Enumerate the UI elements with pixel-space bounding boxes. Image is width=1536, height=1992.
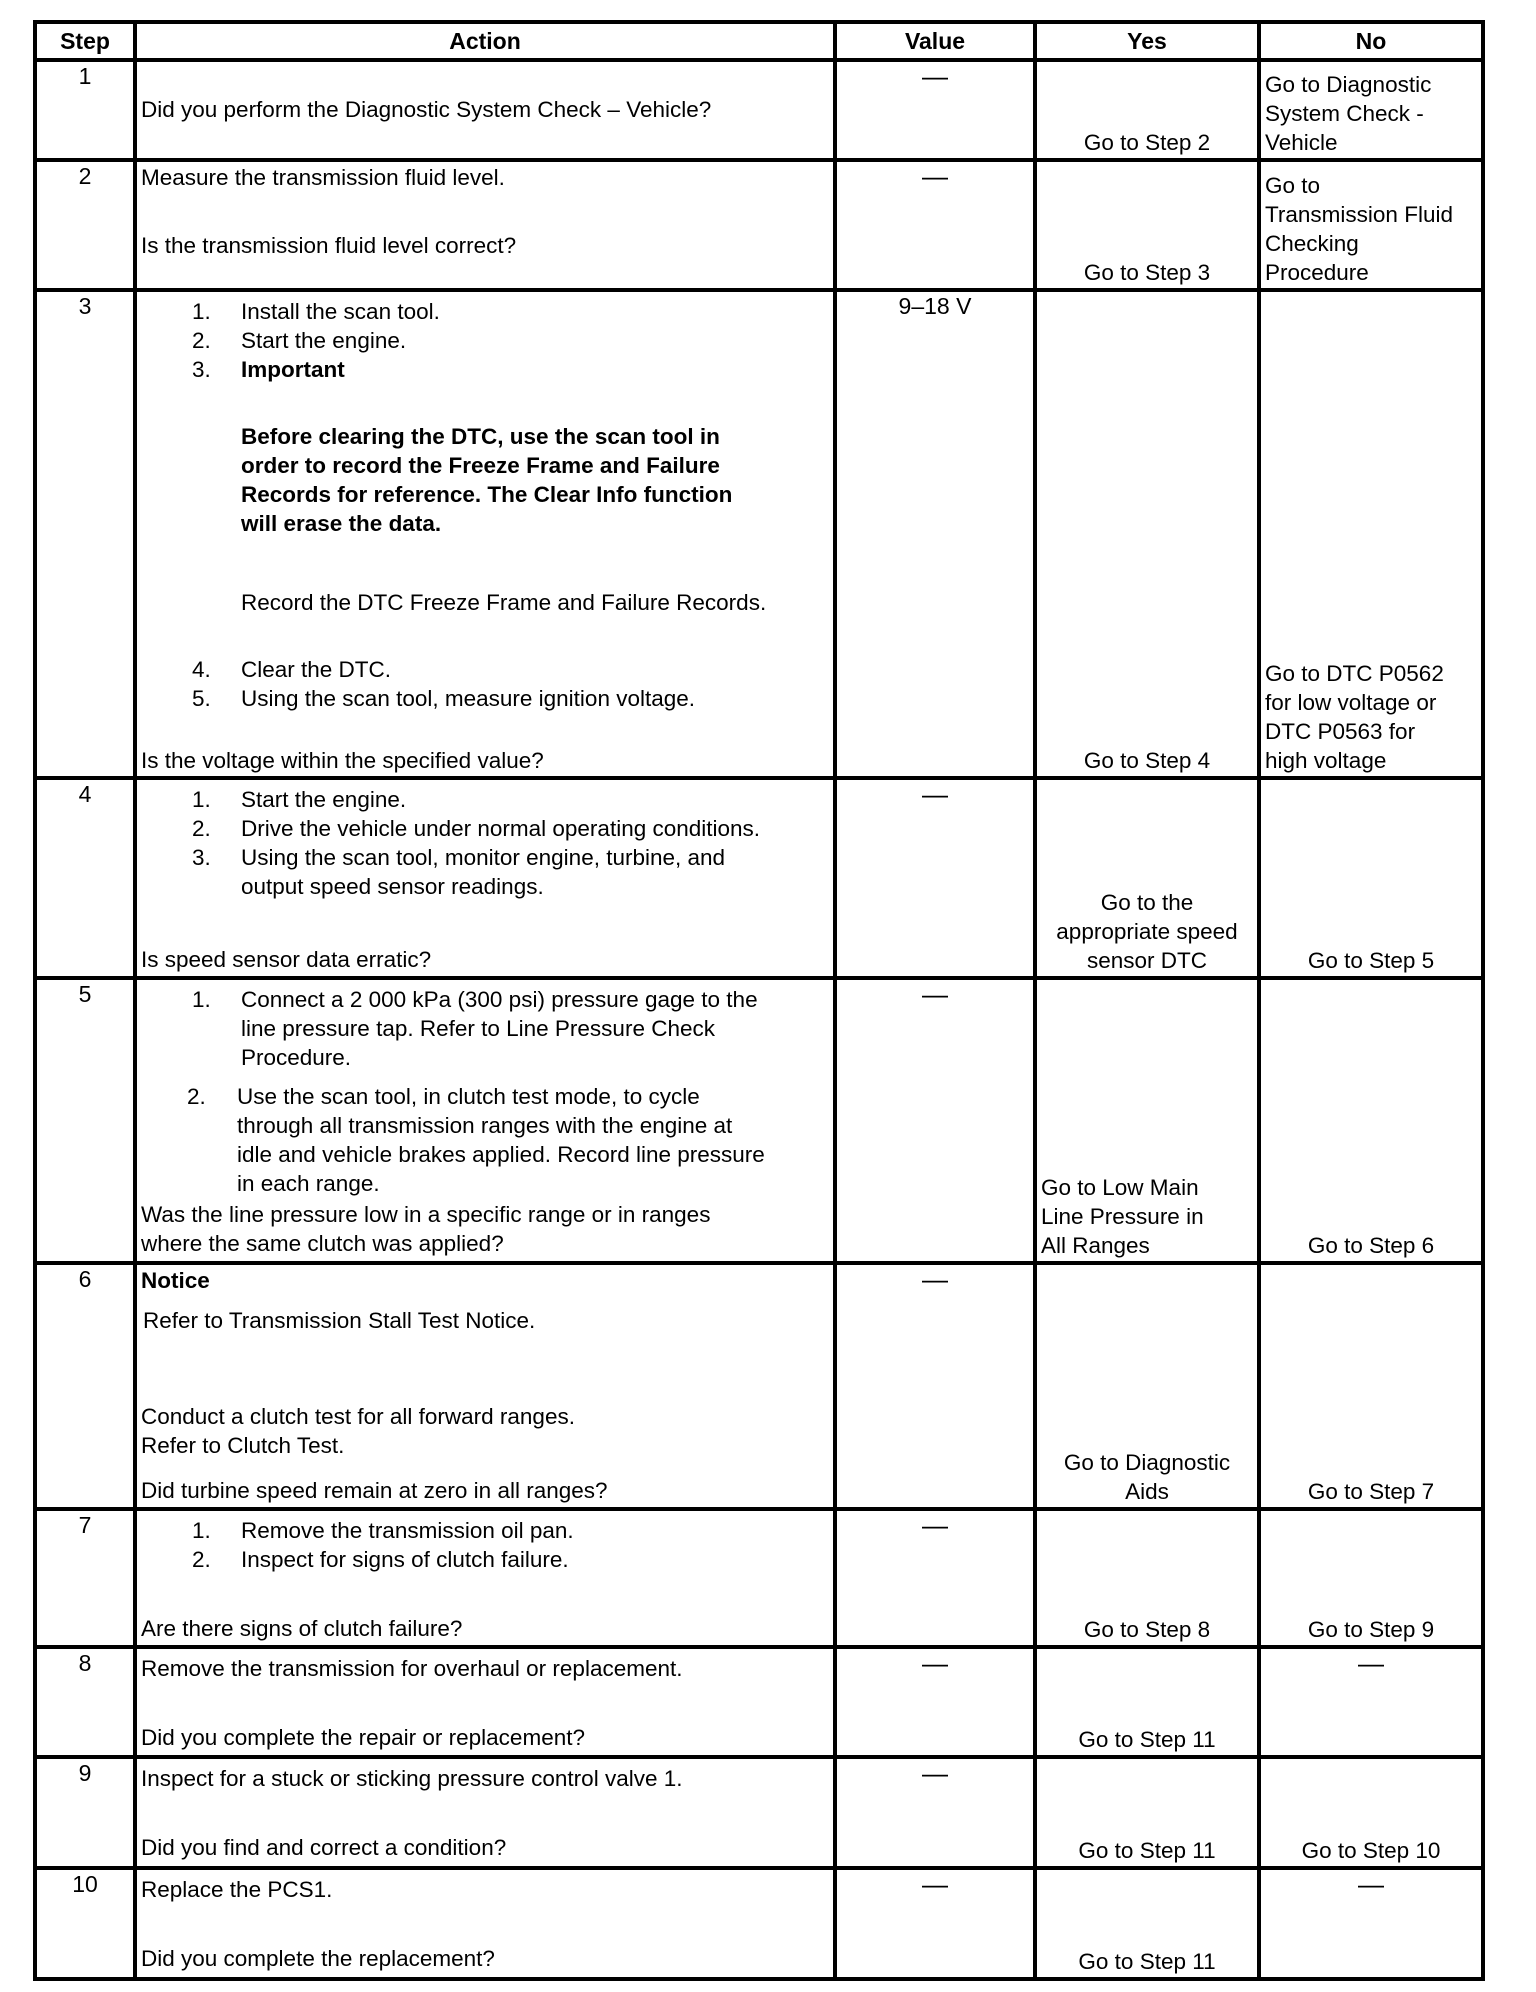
item-number: 2. (192, 328, 211, 353)
question-line: where the same clutch was applied? (141, 1231, 504, 1256)
item-line: line pressure tap. Refer to Line Pressure Check (241, 1016, 715, 1041)
value-text: — (922, 1869, 948, 1899)
header-row (35, 22, 1483, 60)
step-cell (35, 1509, 135, 1647)
action-cell (135, 778, 835, 978)
step-cell (35, 160, 135, 290)
item-text: Remove the transmission oil pan. (241, 1518, 574, 1543)
no-line: Vehicle (1265, 130, 1338, 155)
step-number: 6 (78, 1266, 92, 1292)
action-line: Refer to Clutch Test. (141, 1433, 345, 1458)
yes-link[interactable] (1041, 1173, 1253, 1260)
action-question: Did you complete the repair or replacement? (141, 1725, 585, 1750)
item-text: Using the scan tool, measure ignition voltage. (241, 686, 696, 711)
value-text: — (922, 979, 948, 1009)
value-cell (835, 290, 1035, 778)
value-text: — (922, 1758, 948, 1788)
step-cell (35, 978, 135, 1263)
action-question: Did you perform the Diagnostic System Check – Vehicle? (141, 97, 712, 122)
no-line: high voltage (1265, 748, 1387, 773)
step-cell (35, 778, 135, 978)
no-line: Go to DTC P0562 (1265, 661, 1444, 686)
important-text (241, 422, 732, 538)
action-cell (135, 1868, 835, 1979)
step-number: 8 (78, 1650, 92, 1676)
table-row (35, 778, 1483, 978)
action-cell (135, 1509, 835, 1647)
item-line: idle and vehicle brakes applied. Record line pressure (237, 1142, 765, 1167)
step-cell (35, 1647, 135, 1757)
yes-line: All Ranges (1041, 1233, 1150, 1258)
value-text: — (922, 1264, 948, 1294)
table-row (35, 60, 1483, 160)
table-row (35, 1868, 1483, 1979)
value-cell (835, 1509, 1035, 1647)
header-no: No (1259, 22, 1483, 60)
value-cell (835, 160, 1035, 290)
no-link[interactable]: Go to Step 7 (1307, 1479, 1435, 1504)
value-text: — (922, 61, 948, 91)
step-number: 7 (78, 1512, 92, 1538)
yes-line: appropriate speed (1056, 919, 1238, 944)
yes-line: Go to Diagnostic (1063, 1450, 1231, 1475)
item-number: 2. (187, 1084, 206, 1109)
yes-line: Aids (1125, 1479, 1169, 1504)
action-cell (135, 1263, 835, 1509)
step-number: 9 (78, 1760, 92, 1786)
no-cell (1259, 160, 1483, 290)
value-cell (835, 1757, 1035, 1868)
no-line: Procedure (1265, 260, 1369, 285)
item-text: Clear the DTC. (241, 657, 392, 682)
value-cell (835, 778, 1035, 978)
item-number: 4. (192, 657, 211, 682)
step-number: 3 (78, 293, 92, 319)
value-cell (835, 60, 1035, 160)
no-link[interactable]: Go to Step 9 (1307, 1617, 1435, 1642)
no-cell (1259, 60, 1483, 160)
item-text (241, 985, 758, 1072)
no-link[interactable]: Go to Step 6 (1307, 1233, 1435, 1258)
step-cell (35, 1263, 135, 1509)
no-link[interactable]: Go to Step 10 (1301, 1838, 1441, 1863)
no-line: for low voltage or (1265, 690, 1437, 715)
important-line: will erase the data. (241, 511, 442, 536)
no-cell (1259, 778, 1483, 978)
important-line: Before clearing the DTC, use the scan tool in (241, 424, 720, 449)
yes-cell (1035, 1509, 1259, 1647)
yes-cell (1035, 1647, 1259, 1757)
yes-link[interactable]: Go to Step 11 (1078, 1727, 1216, 1752)
no-cell (1259, 1509, 1483, 1647)
item-number: 1. (192, 299, 211, 324)
yes-cell (1035, 1263, 1259, 1509)
table-row (35, 290, 1483, 778)
yes-link[interactable]: Go to Step 2 (1083, 130, 1211, 155)
table-row (35, 1647, 1483, 1757)
yes-link[interactable]: Go to Step 11 (1078, 1949, 1216, 1974)
item-number: 2. (192, 1547, 211, 1572)
item-text: Install the scan tool. (241, 299, 440, 324)
no-line: DTC P0563 for (1265, 719, 1416, 744)
item-line: through all transmission ranges with the engine at (237, 1113, 733, 1138)
yes-line: Go to the (1100, 890, 1194, 915)
yes-line: Go to Low Main (1041, 1175, 1199, 1200)
item-number: 1. (192, 787, 211, 812)
value-text: — (922, 161, 948, 191)
table-row (35, 160, 1483, 290)
item-line: Use the scan tool, in clutch test mode, to cycle (237, 1084, 700, 1109)
header-yes: Yes (1035, 22, 1259, 60)
step-cell (35, 1757, 135, 1868)
no-link[interactable] (1265, 171, 1477, 287)
step-number: 5 (78, 981, 92, 1007)
no-link[interactable] (1265, 659, 1477, 775)
item-text (237, 1082, 765, 1198)
yes-cell (1035, 290, 1259, 778)
item-number: 1. (192, 987, 211, 1012)
item-text: Start the engine. (241, 787, 407, 812)
important-line: order to record the Freeze Frame and Failure (241, 453, 720, 478)
value-cell (835, 1868, 1035, 1979)
action-cell (135, 1647, 835, 1757)
item-text: Inspect for signs of clutch failure. (241, 1547, 569, 1572)
step-number: 2 (78, 163, 92, 189)
value-text: — (922, 1510, 948, 1540)
yes-link[interactable]: Go to Step 8 (1083, 1617, 1211, 1642)
yes-link[interactable] (1041, 1448, 1253, 1506)
no-value: — (1358, 1869, 1384, 1899)
item-line: in each range. (237, 1171, 380, 1196)
value-cell (835, 978, 1035, 1263)
item-text: Start the engine. (241, 328, 407, 353)
action-text (141, 1402, 575, 1460)
action-question: Are there signs of clutch failure? (141, 1616, 463, 1641)
table-row (35, 1757, 1483, 1868)
important-line: Records for reference. The Clear Info function (241, 482, 733, 507)
item-number: 3. (192, 357, 211, 382)
notice-text: Refer to Transmission Stall Test Notice. (143, 1308, 536, 1333)
diagnostic-table (33, 20, 1485, 1981)
yes-cell (1035, 60, 1259, 160)
action-cell (135, 60, 835, 160)
step-number: 4 (78, 781, 92, 807)
no-link[interactable]: Go to Step 5 (1307, 948, 1435, 973)
item-number: 5. (192, 686, 211, 711)
record-text: Record the DTC Freeze Frame and Failure Records. (241, 590, 767, 615)
no-cell (1259, 978, 1483, 1263)
action-question: Is the voltage within the specified value? (141, 748, 544, 773)
no-value: — (1358, 1648, 1384, 1678)
yes-cell (1035, 160, 1259, 290)
yes-link[interactable]: Go to Step 3 (1083, 260, 1211, 285)
action-question: Is the transmission fluid level correct? (141, 233, 517, 258)
yes-line: sensor DTC (1086, 948, 1208, 973)
step-cell (35, 60, 135, 160)
action-question: Did you find and correct a condition? (141, 1835, 507, 1860)
action-cell (135, 978, 835, 1263)
action-text: Inspect for a stuck or sticking pressure control valve 1. (141, 1766, 683, 1791)
no-line: System Check - (1265, 101, 1424, 126)
action-question: Did turbine speed remain at zero in all ranges? (141, 1478, 608, 1503)
action-text: Remove the transmission for overhaul or replacement. (141, 1656, 683, 1681)
value-text: — (922, 1648, 948, 1678)
item-line: Connect a 2 000 kPa (300 psi) pressure gage to the (241, 987, 758, 1012)
no-line: Checking (1265, 231, 1359, 256)
action-text: Measure the transmission fluid level. (141, 165, 505, 190)
header-step: Step (35, 22, 135, 60)
no-link[interactable] (1265, 70, 1477, 157)
value-cell (835, 1263, 1035, 1509)
header-value: Value (835, 22, 1035, 60)
item-line: Procedure. (241, 1045, 352, 1070)
question-line: Was the line pressure low in a specific range or in ranges (141, 1202, 711, 1227)
no-cell (1259, 290, 1483, 778)
item-text: Using the scan tool, monitor engine, turbine, and (241, 845, 726, 870)
step-cell (35, 1868, 135, 1979)
notice-label: Notice (141, 1268, 210, 1293)
action-question (141, 1200, 710, 1258)
action-question: Did you complete the replacement? (141, 1946, 495, 1971)
value-text: — (922, 779, 948, 809)
step-cell (35, 290, 135, 778)
item-text: Drive the vehicle under normal operating conditions. (241, 816, 761, 841)
action-line: Conduct a clutch test for all forward ranges. (141, 1404, 575, 1429)
no-cell (1259, 1647, 1483, 1757)
important-label: Important (241, 357, 345, 382)
no-cell (1259, 1757, 1483, 1868)
yes-link[interactable]: Go to Step 11 (1078, 1838, 1216, 1863)
header-action: Action (135, 22, 835, 60)
yes-cell (1035, 1868, 1259, 1979)
value-cell (835, 1647, 1035, 1757)
step-number: 10 (72, 1871, 98, 1897)
table-row (35, 978, 1483, 1263)
item-number: 2. (192, 816, 211, 841)
action-cell (135, 1757, 835, 1868)
yes-cell (1035, 778, 1259, 978)
yes-cell (1035, 1757, 1259, 1868)
no-line: Go to Diagnostic (1265, 72, 1432, 97)
no-line: Transmission Fluid (1265, 202, 1453, 227)
no-line: Go to (1265, 173, 1321, 198)
value-text: 9–18 V (898, 293, 972, 319)
no-cell (1259, 1263, 1483, 1509)
yes-line: Line Pressure in (1041, 1204, 1204, 1229)
table-row (35, 1263, 1483, 1509)
action-cell (135, 160, 835, 290)
table-row (35, 1509, 1483, 1647)
action-question: Is speed sensor data erratic? (141, 947, 432, 972)
item-number: 1. (192, 1518, 211, 1543)
no-cell (1259, 1868, 1483, 1979)
step-number: 1 (78, 63, 92, 89)
yes-link[interactable]: Go to Step 4 (1083, 748, 1211, 773)
item-text-continued: output speed sensor readings. (241, 874, 544, 899)
action-text: Replace the PCS1. (141, 1877, 333, 1902)
item-number: 3. (192, 845, 211, 870)
yes-link[interactable] (1041, 888, 1253, 975)
action-cell (135, 290, 835, 778)
yes-cell (1035, 978, 1259, 1263)
